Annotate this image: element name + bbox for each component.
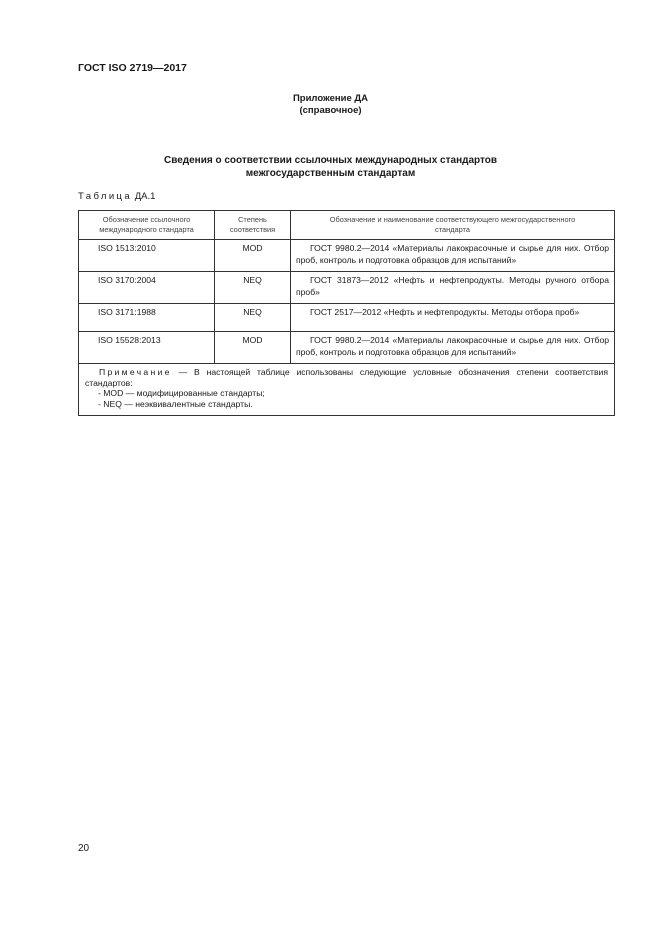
note-item-neq: - NEQ — неэквивалентные стандарты. [98,398,253,409]
cell-standard: ISO 1513:2010 [79,240,215,272]
document-code: ГОСТ ISO 2719—2017 [78,62,187,74]
cell-standard: ISO 3171:1988 [79,304,215,332]
table-note [79,364,615,416]
column-header-line: Степень [238,215,267,224]
page-number: 20 [78,843,90,854]
column-header-line: стандарта [435,225,470,234]
column-header-reference-standard [79,211,215,240]
cell-degree: MOD [215,240,291,272]
appendix-title: Приложение ДА [292,93,369,104]
table-header-row [79,211,615,240]
section-heading-line-2: межгосударственным стандартам [245,168,416,179]
cell-national: ГОСТ 31873—2012 «Нефть и нефтепродукты. Методы ручного отбора проб» [291,272,615,304]
section-heading-line-1: Сведения о соответствии ссылочных международных стандартов [163,155,498,166]
table-row [79,272,615,304]
cell-degree: NEQ [215,304,291,332]
cell-standard: ISO 3170:2004 [79,272,215,304]
cell-degree: NEQ [215,272,291,304]
column-header-degree [215,211,291,240]
column-header-line: Обозначение и наименование соответствующего межгосударственного [329,215,576,224]
column-header-national-standard [291,211,615,240]
cell-national: ГОСТ 9980.2—2014 «Материалы лакокрасочные и сырье для них. Отбор проб, контроль и подготовка образцов для испытаний» [291,332,615,364]
cell-standard: ISO 15528:2013 [79,332,215,364]
table-row [79,332,615,364]
table-row [79,240,615,272]
table-note-row [79,364,615,416]
note-text: — В настоящей таблице использованы следующие условные обозначения степени соответствия стандартов: [85,367,608,388]
note-item-mod: - MOD — модифицированные стандарты; [98,388,265,398]
cell-degree: MOD [215,332,291,364]
appendix-subtitle: (справочное) [299,105,362,116]
column-header-line: международного стандарта [99,225,194,234]
section-heading [0,154,661,180]
column-header-line: соответствия [229,225,276,234]
table-caption-number: ДА.1 [134,191,156,202]
table-row [79,304,615,332]
note-lead [85,367,608,388]
correspondence-table [78,210,615,416]
column-header-line: Обозначение ссылочного [102,215,191,224]
cell-national: ГОСТ 9980.2—2014 «Материалы лакокрасочные и сырье для них. Отбор проб, контроль и подготовка образцов для испытаний» [291,240,615,272]
appendix-title-block [0,93,661,117]
table-caption-word: Таблица [78,191,133,202]
note-label: Примечание [99,367,172,377]
cell-national: ГОСТ 2517—2012 «Нефть и нефтепродукты. Методы отбора проб» [291,304,615,332]
table-caption [78,191,155,202]
